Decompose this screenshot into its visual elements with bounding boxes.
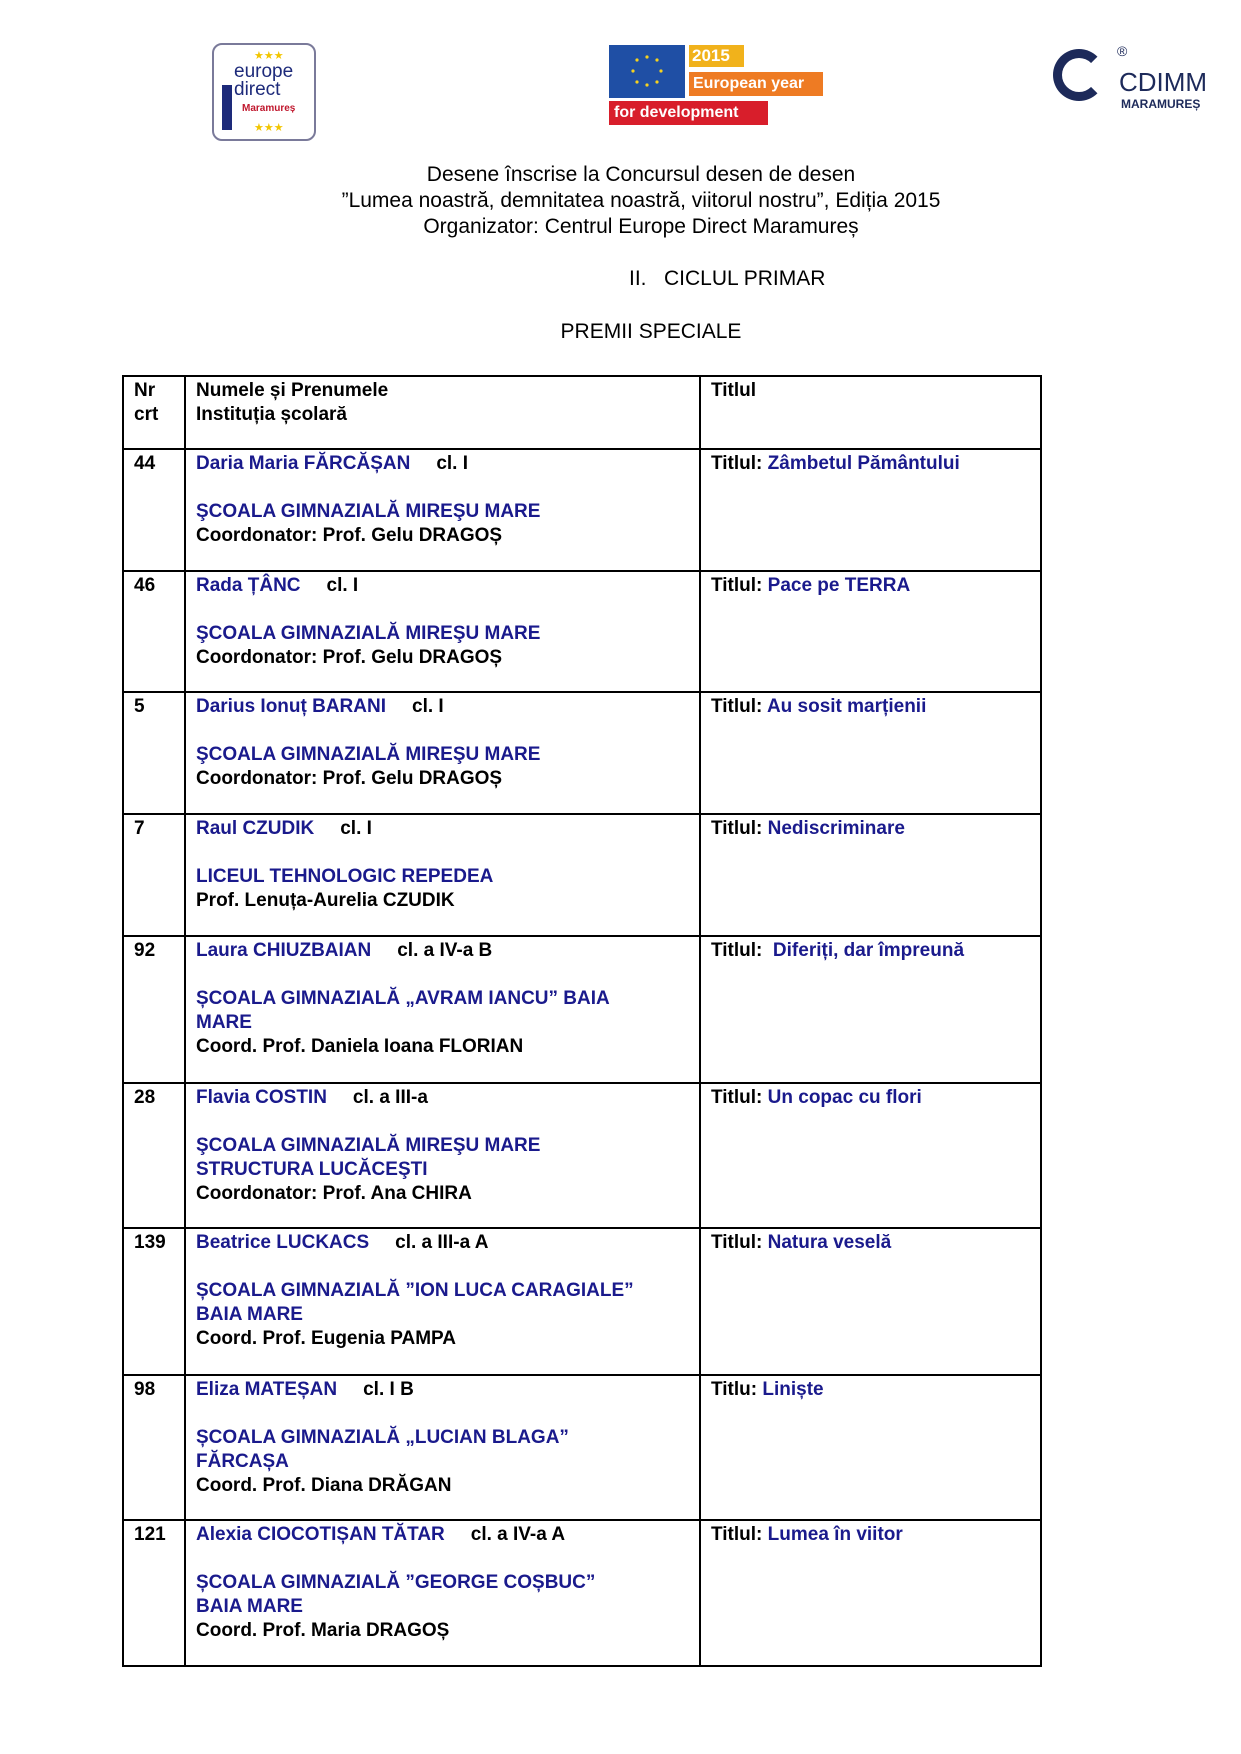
drawing-title: Diferiți, dar împreună — [772, 940, 965, 961]
table-row — [123, 1520, 1041, 1666]
row-number: 139 — [123, 1228, 185, 1375]
title-cell — [700, 571, 1041, 692]
row-number: 92 — [123, 936, 185, 1083]
logo-year: 2015 — [689, 45, 744, 67]
eu-year-logo — [609, 45, 823, 125]
coordinator: Coord. Prof. Daniela Ioana FLORIAN — [196, 1036, 524, 1057]
participant-name: Flavia COSTIN — [196, 1087, 327, 1108]
row-number: 46 — [123, 571, 185, 692]
row-number: 7 — [123, 814, 185, 936]
row-number: 44 — [123, 449, 185, 571]
logo-text: European year — [689, 72, 823, 96]
star-icon: ★★★ — [254, 50, 284, 62]
participant-cell — [185, 1083, 700, 1228]
school-name: ŞCOALA GIMNAZIALĂ MIREŞU MARE — [196, 744, 541, 765]
table-row — [123, 1375, 1041, 1520]
participant-name: Laura CHIUZBAIAN — [196, 940, 372, 961]
table-row — [123, 936, 1041, 1083]
class-label: cl. a III-a — [352, 1087, 428, 1108]
logo-subtext: MARAMUREȘ — [1121, 97, 1201, 111]
school-name: LICEUL TEHNOLOGIC REPEDEA — [196, 866, 494, 887]
coordinator: Coordonator: Prof. Ana CHIRA — [196, 1183, 472, 1204]
logo-text: europe direct — [234, 61, 294, 100]
participant-cell — [185, 692, 700, 814]
coordinator: Coordonator: Prof. Gelu DRAGOȘ — [196, 647, 503, 668]
title-cell — [700, 1375, 1041, 1520]
participant-cell — [185, 1228, 700, 1375]
class-label: cl. a IV-a B — [397, 940, 493, 961]
title-cell — [700, 1228, 1041, 1375]
school-name: BAIA MARE — [196, 1304, 303, 1325]
drawing-title: Pace pe TERRA — [767, 575, 911, 596]
coordinator: Coordonator: Prof. Gelu DRAGOȘ — [196, 768, 503, 789]
coordinator: Coord. Prof. Eugenia PAMPA — [196, 1328, 457, 1349]
title-label: Titlu: — [711, 1379, 758, 1400]
class-label: cl. I — [326, 575, 359, 596]
row-number: 28 — [123, 1083, 185, 1228]
participant-name: Daria Maria FĂRCĂȘAN — [196, 453, 411, 474]
participant-cell — [185, 449, 700, 571]
table-row — [123, 449, 1041, 571]
title-label: Titlul: — [711, 1524, 763, 1545]
table-row — [123, 1228, 1041, 1375]
drawing-title: Lumea în viitor — [767, 1524, 903, 1545]
participant-name: Eliza MATEȘAN — [196, 1379, 338, 1400]
title-cell — [700, 1520, 1041, 1666]
table-row — [123, 1083, 1041, 1228]
document-title — [0, 162, 1241, 240]
table-header — [123, 376, 1041, 449]
class-label: cl. a IV-a A — [470, 1524, 566, 1545]
cdimm-logo — [1051, 43, 1226, 115]
eu-flag-icon — [609, 45, 685, 98]
class-label: cl. I — [436, 453, 469, 474]
participant-cell — [185, 1375, 700, 1520]
header-name: Numele și Prenumele Instituția școlară — [185, 376, 700, 449]
logo-text: CDIMM — [1119, 67, 1208, 97]
school-name: ȘCOALA GIMNAZIALĂ „AVRAM IANCU” BAIA — [196, 988, 610, 1009]
drawing-title: Natura veselă — [767, 1232, 892, 1253]
title-cell — [700, 814, 1041, 936]
row-number: 5 — [123, 692, 185, 814]
europe-direct-logo — [212, 43, 316, 141]
school-name: ȘCOALA GIMNAZIALĂ „LUCIAN BLAGA” — [196, 1427, 569, 1448]
title-label: Titlul: — [711, 696, 763, 717]
school-name: MARE — [196, 1012, 252, 1033]
coordinator: Coord. Prof. Diana DRĂGAN — [196, 1475, 452, 1496]
school-name: STRUCTURA LUCĂCEŞTI — [196, 1159, 428, 1180]
school-name: ŞCOALA GIMNAZIALĂ MIREŞU MARE — [196, 1135, 541, 1156]
coordinator: Coord. Prof. Maria DRAGOȘ — [196, 1620, 450, 1641]
title-cell — [700, 1083, 1041, 1228]
drawing-title: Un copac cu flori — [767, 1087, 922, 1108]
participant-name: Raul CZUDIK — [196, 818, 315, 839]
title-label: Titlul: — [711, 818, 763, 839]
school-name: FĂRCAȘA — [196, 1451, 289, 1472]
class-label: cl. I B — [363, 1379, 414, 1400]
school-name: ȘCOALA GIMNAZIALĂ ”ION LUCA CARAGIALE” — [196, 1280, 634, 1301]
participant-name: Rada ȚÂNC — [196, 575, 301, 596]
star-icon: ★★★ — [254, 122, 284, 134]
logo-bar — [222, 85, 232, 130]
participant-name: Beatrice LUCKACS — [196, 1232, 370, 1253]
header-title: Titlul — [700, 376, 1041, 449]
school-name: ŞCOALA GIMNAZIALĂ MIREŞU MARE — [196, 623, 541, 644]
coordinator: Coordonator: Prof. Gelu DRAGOȘ — [196, 525, 503, 546]
subsection-heading: PREMII SPECIALE — [560, 320, 742, 343]
participant-cell — [185, 936, 700, 1083]
drawing-title: Liniște — [762, 1379, 824, 1400]
title-cell — [700, 936, 1041, 1083]
row-number: 121 — [123, 1520, 185, 1666]
drawing-title: Au sosit marțienii — [766, 696, 927, 717]
coordinator: Prof. Lenuța-Aurelia CZUDIK — [196, 890, 455, 911]
title-line: Organizator: Centrul Europe Direct Maramureș — [423, 215, 859, 238]
title-label: Titlul: — [711, 940, 768, 961]
title-cell — [700, 449, 1041, 571]
cdimm-ring-icon — [1053, 49, 1105, 101]
table-row — [123, 692, 1041, 814]
participant-name: Darius Ionuț BARANI — [196, 696, 386, 717]
school-name: ȘCOALA GIMNAZIALĂ ”GEORGE COȘBUC” — [196, 1572, 596, 1593]
registered-mark: ® — [1117, 43, 1128, 59]
entries-table — [122, 375, 1042, 1667]
participant-cell — [185, 571, 700, 692]
participant-name: Alexia CIOCOTIȘAN TĂTAR — [196, 1524, 445, 1545]
class-label: cl. a III-a A — [395, 1232, 489, 1253]
school-name: ŞCOALA GIMNAZIALĂ MIREŞU MARE — [196, 501, 541, 522]
title-label: Titlul: — [711, 1232, 763, 1253]
title-line: Desene înscrise la Concursul desen de desen — [426, 163, 856, 186]
title-label: Titlul: — [711, 1087, 763, 1108]
class-label: cl. I — [412, 696, 444, 717]
logo-text: for development — [609, 101, 768, 125]
title-label: Titlul: — [711, 453, 763, 474]
header-nr: Nr crt — [123, 376, 185, 449]
drawing-title: Nediscriminare — [767, 818, 905, 839]
school-name: BAIA MARE — [196, 1596, 303, 1617]
participant-cell — [185, 1520, 700, 1666]
class-label: cl. I — [340, 818, 372, 839]
table-row — [123, 814, 1041, 936]
title-cell — [700, 692, 1041, 814]
title-line: ”Lumea noastră, demnitatea noastră, viitorul nostru”, Ediția 2015 — [341, 189, 941, 212]
row-number: 98 — [123, 1375, 185, 1520]
section-heading: II. CICLUL PRIMAR — [629, 267, 826, 290]
table-row — [123, 571, 1041, 692]
participant-cell — [185, 814, 700, 936]
logo-subtext: Maramureș — [242, 103, 296, 114]
title-label: Titlul: — [711, 575, 763, 596]
drawing-title: Zâmbetul Pământului — [767, 453, 960, 474]
